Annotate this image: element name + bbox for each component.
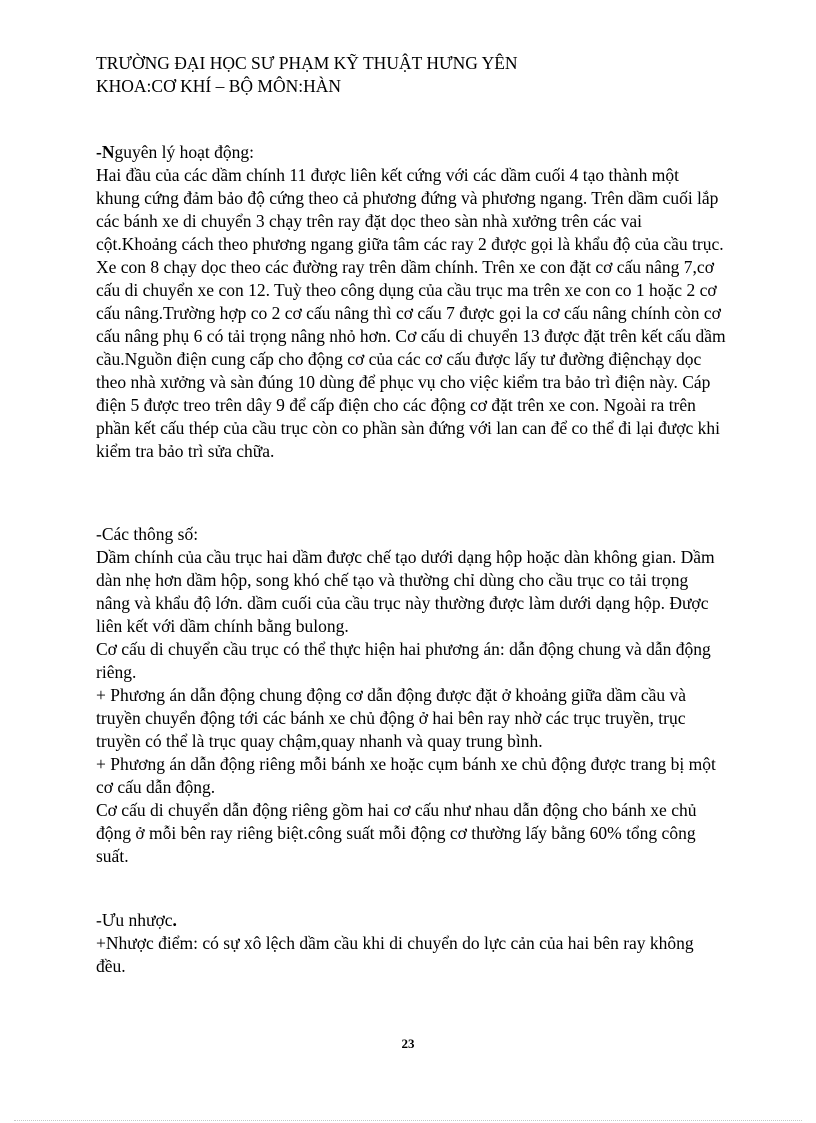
heading-rest: guyên lý hoạt động: — [114, 142, 254, 162]
paragraph: Hai đầu của các dầm chính 11 được liên kết cứng với các dầm cuối 4 tạo thành một khung cứng đảm bảo độ cứng theo cả phương đứng và phương ngang. Trên dầm cuối lắp các bánh xe di chuyển 3 chạy trên ray đặt dọc theo sàn nhà xưởng trên các vai cột.Khoảng cách theo phương ngang giữa tâm các ray 2 được gọi là khẩu độ của cầu trục. Xe con 8 chạy dọc theo các đường ray trên dầm chính. Trên xe con đặt cơ cấu nâng 7,cơ cấu di chuyển xe con 12. Tuỳ theo công dụng của cầu trục ma trên xe con co 1 hoặc 2 cơ cấu nâng.Trường hợp co 2 cơ cấu nâng thì cơ cấu 7 được gọi la cơ cấu nâng chính còn cơ cấu nâng phụ 6 có tải trọng nâng nhỏ hơn. Cơ cấu di chuyển 13 được đặt trên kết cấu dầm cầu.Nguồn điện cung cấp cho động cơ của các cơ cấu được lấy tư đường điệnchạy dọc theo nhà xưởng và sàn đúng 10 dùng để phục vụ cho việc kiểm tra bảo trì điện này. Cáp điện 5 được treo trên dây 9 để cấp điện cho các động cơ đặt trên xe con. Ngoài ra trên phần kết cấu thép của cầu trục còn co phần sàn đứng với lan can để co thể đi lại được khi kiểm tra bảo trì sửa chữa. — [96, 165, 726, 461]
section-operating-principle — [96, 141, 726, 463]
heading-bold-prefix: -N — [96, 142, 115, 162]
paragraph: + Phương án dẫn động chung động cơ dẫn động được đặt ở khoảng giữa dầm cầu và truyền chuyển động tới các bánh xe chủ động ở hai bên ray nhờ các trục truyền, trục truyền có thể là trục quay chậm,quay nhanh và quay trung bình. — [96, 685, 687, 751]
section-pros-cons — [96, 909, 726, 978]
page-header — [96, 52, 746, 98]
heading-dot: . — [172, 910, 177, 930]
section-heading — [96, 909, 726, 932]
section-heading: -Các thông số: — [96, 524, 199, 544]
faculty-department: KHOA:CƠ KHÍ – BỘ MÔN:HÀN — [96, 76, 341, 96]
paragraph: + Phương án dẫn động riêng mỗi bánh xe hoặc cụm bánh xe chủ động được trang bị một cơ cấu dẫn động. — [96, 754, 716, 797]
page-bottom-divider — [14, 1120, 802, 1121]
page-number: 23 — [401, 1036, 415, 1051]
university-name: TRƯỜNG ĐẠI HỌC SƯ PHẠM KỸ THUẬT HƯNG YÊN — [96, 53, 518, 73]
section-parameters — [96, 523, 726, 868]
paragraph: Dầm chính của cầu trục hai dầm được chế tạo dưới dạng hộp hoặc dàn không gian. Dầm dàn nhẹ hơn dầm hộp, song khó chế tạo và thường chỉ dùng cho cầu trục co tải trọng nâng và khẩu độ lớn. dầm cuối của cầu trục này thường được làm dưới dạng hộp. Được liên kết với dầm chính bằng bulong. — [96, 547, 715, 636]
heading-text: -Ưu nhược — [96, 910, 173, 930]
paragraph: +Nhược điểm: có sự xô lệch dầm cầu khi di chuyển do lực cản của hai bên ray không đều. — [96, 933, 694, 976]
section-heading — [96, 141, 726, 164]
paragraph: Cơ cấu di chuyển dẫn động riêng gồm hai cơ cấu như nhau dẫn động cho bánh xe chủ động ở mỗi bên ray riêng biệt.công suất mỗi động cơ thường lấy bằng 60% tổng công suất. — [96, 800, 697, 866]
paragraph: Cơ cấu di chuyển cầu trục có thể thực hiện hai phương án: dẫn động chung và dẫn động riêng. — [96, 639, 711, 682]
